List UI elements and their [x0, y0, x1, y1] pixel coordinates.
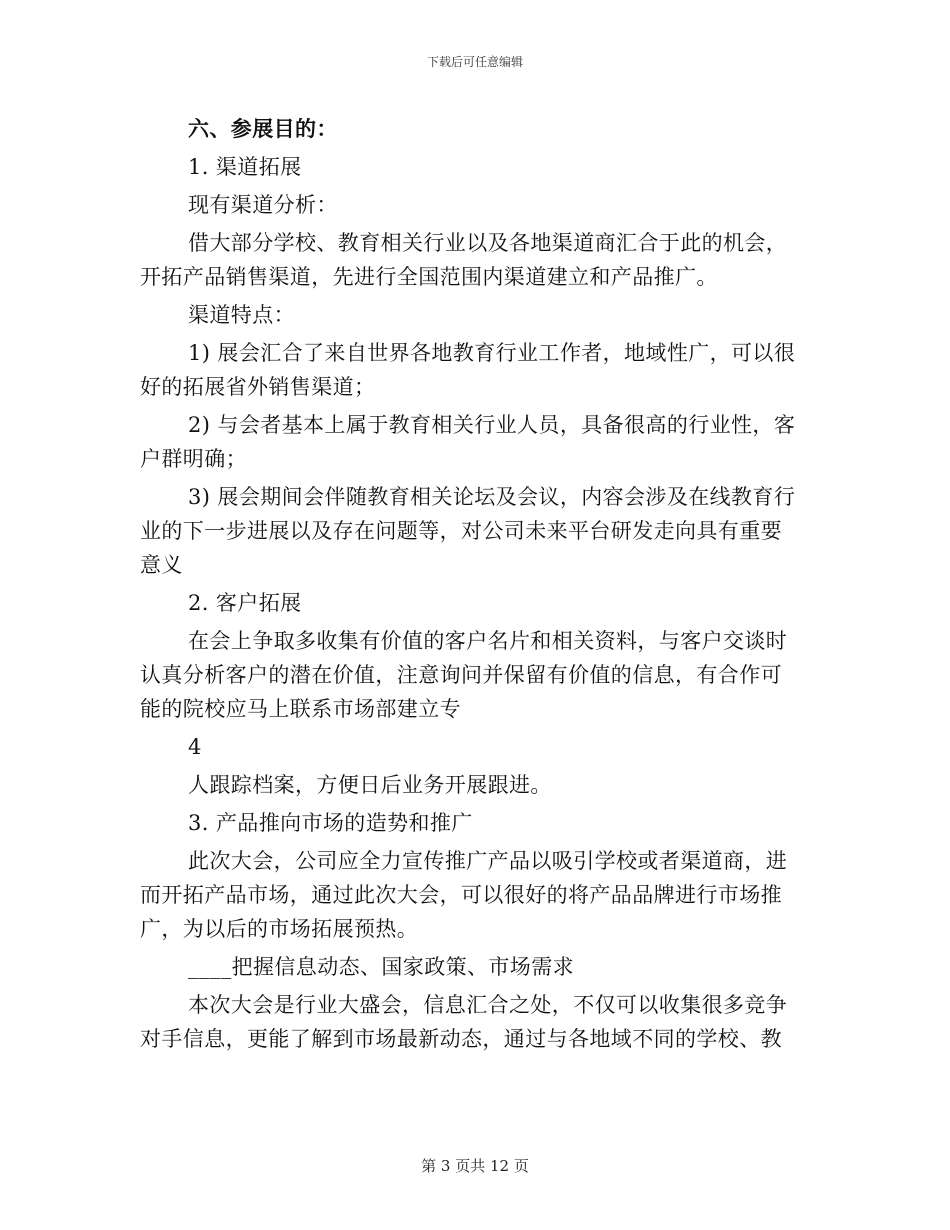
page-header: 下载后可任意编辑 [426, 55, 523, 69]
subsection-title: 1. 渠道拓展 [188, 155, 302, 179]
section-heading: 六、参展目的： [188, 116, 338, 141]
paragraph: ____把握信息动态、国家政策、市场需求 [188, 955, 574, 979]
paragraph: 本次大会是行业大盛会，信息汇合之处，不仅可以收集很多竞争对手信息，更能了解到市场最新动态，通过与各地域不同的学校、教 [140, 993, 788, 1051]
page-footer: 第 3 页共 12 页 [421, 1157, 529, 1175]
subsection-title: 2. 客户拓展 [188, 591, 302, 615]
page-break-number: 4 [188, 735, 202, 759]
paragraph: 此次大会，公司应全力宣传推广产品以吸引学校或者渠道商，进而开拓产品市场，通过此次大会，可以很好的将产品品牌进行市场推广，为以后的市场拓展预热。 [140, 849, 788, 941]
list-item: 2) 与会者基本上属于教育相关行业人员，具备很高的行业性，客户群明确； [140, 413, 796, 471]
subsection-title: 3. 产品推向市场的造势和推广 [188, 811, 473, 835]
paragraph: 在会上争取多收集有价值的客户名片和相关资料，与客户交谈时认真分析客户的潜在价值，注意询问并保留有价值的信息，有合作可能的院校应马上联系市场部建立专 [140, 629, 788, 721]
document-body [140, 112, 800, 1060]
paragraph: 人跟踪档案，方便日后业务开展跟进。 [188, 773, 552, 797]
paragraph: 借大部分学校、教育相关行业以及各地渠道商汇合于此的机会，开拓产品销售渠道，先进行全国范围内渠道建立和产品推广。 [140, 231, 788, 289]
paragraph: 现有渠道分析： [188, 193, 338, 217]
paragraph: 渠道特点： [188, 303, 295, 327]
list-item: 1) 展会汇合了来自世界各地教育行业工作者，地域性广，可以很好的拓展省外销售渠道； [140, 341, 796, 399]
list-item: 3) 展会期间会伴随教育相关论坛及会议，内容会涉及在线教育行业的下一步进展以及存在问题等，对公司未来平台研发走向具有重要意义 [140, 485, 796, 577]
